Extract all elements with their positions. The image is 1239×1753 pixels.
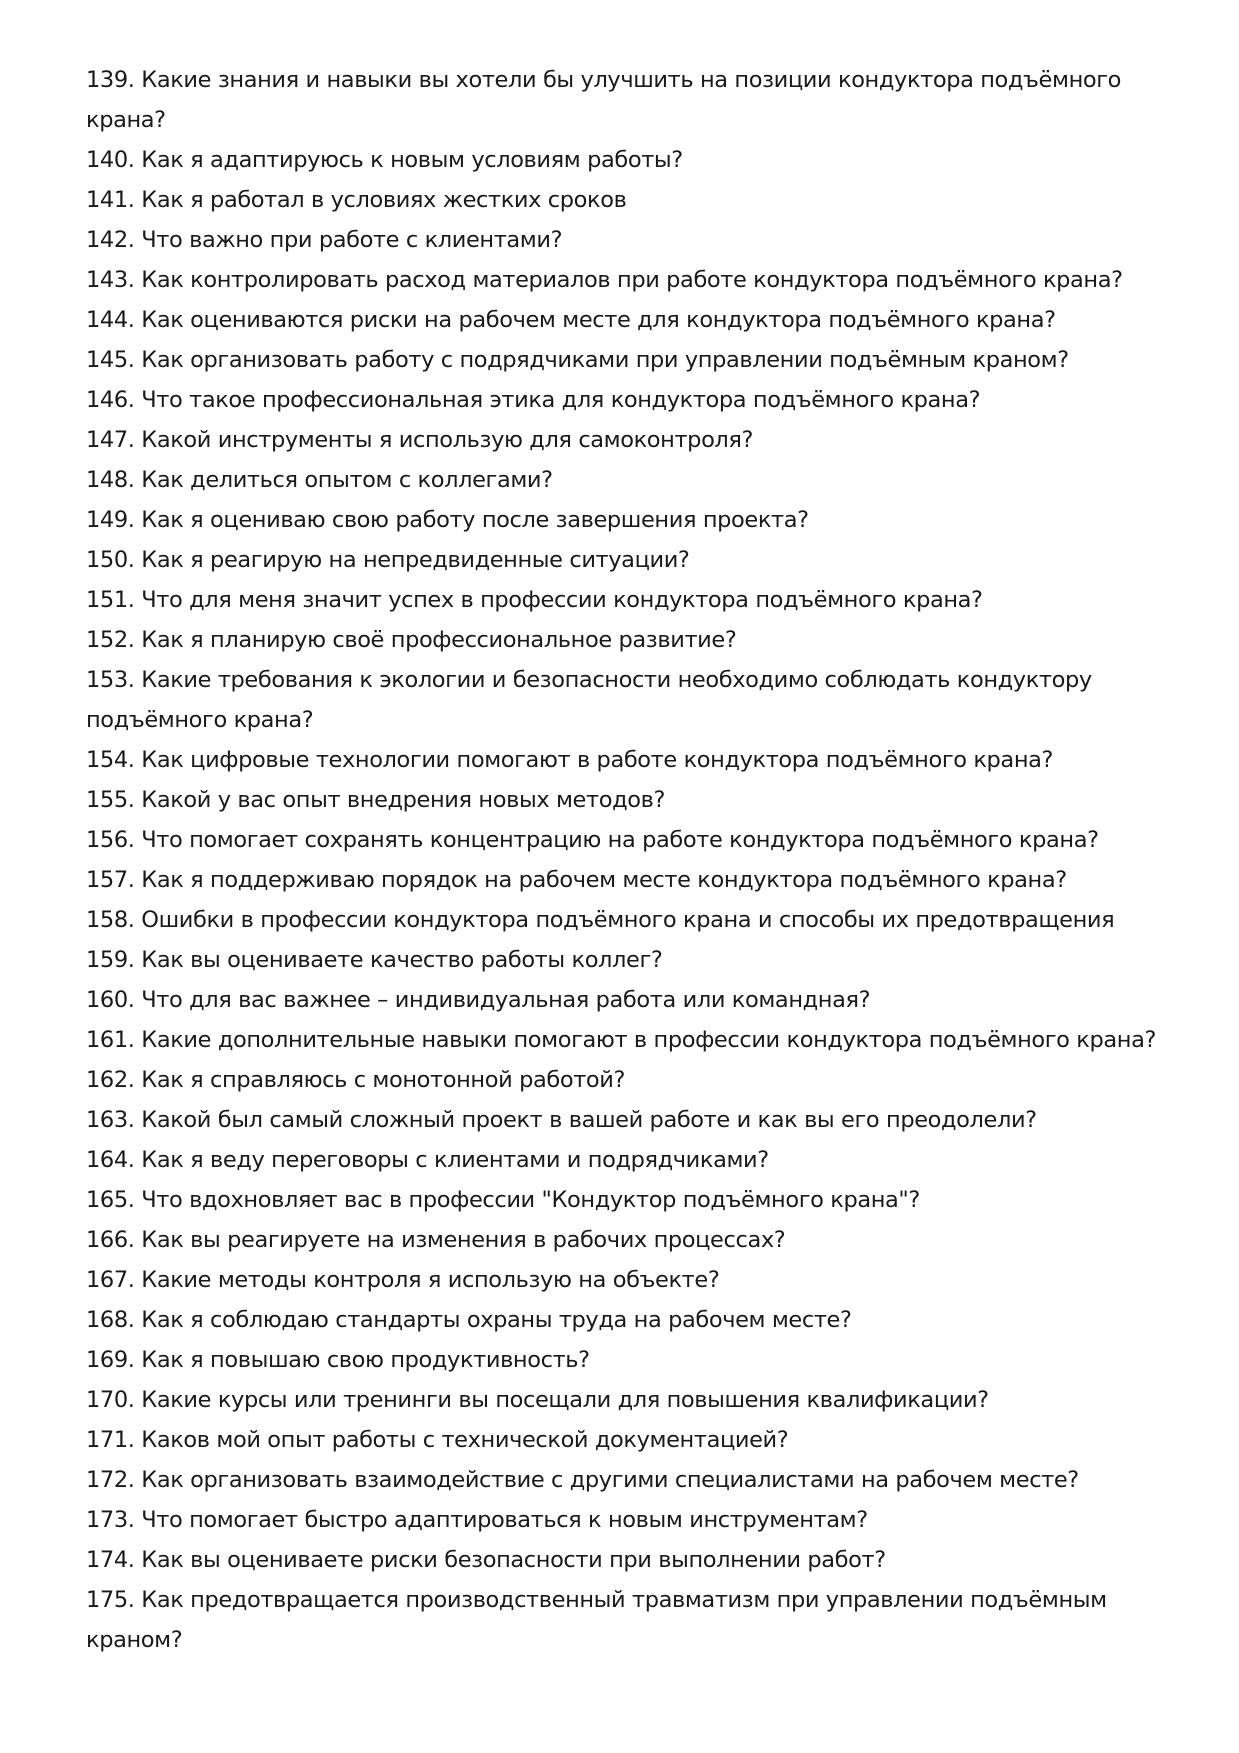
question-number: 147. bbox=[86, 427, 135, 453]
question-number: 161. bbox=[86, 1027, 135, 1053]
question-text: Какие знания и навыки вы хотели бы улучшить на позиции кондуктора подъёмного крана? bbox=[86, 67, 1122, 133]
question-item bbox=[86, 300, 1176, 340]
question-text: Что вдохновляет вас в профессии "Кондуктор подъёмного крана"? bbox=[141, 1187, 920, 1213]
question-number: 149. bbox=[86, 507, 135, 533]
question-text: Как я справляюсь с монотонной работой? bbox=[141, 1067, 626, 1093]
question-number: 163. bbox=[86, 1107, 135, 1133]
question-number: 145. bbox=[86, 347, 135, 373]
question-number: 139. bbox=[86, 67, 135, 93]
question-number: 159. bbox=[86, 947, 135, 973]
question-item bbox=[86, 900, 1176, 940]
question-number: 175. bbox=[86, 1587, 135, 1613]
question-item bbox=[86, 60, 1176, 140]
document-page bbox=[86, 60, 1176, 1660]
question-item bbox=[86, 1540, 1176, 1580]
question-text: Как предотвращается производственный травматизм при управлении подъёмным краном? bbox=[86, 1587, 1107, 1653]
question-text: Как я адаптируюсь к новым условиям работы? bbox=[141, 147, 683, 173]
question-number: 153. bbox=[86, 667, 135, 693]
question-text: Каков мой опыт работы с технической документацией? bbox=[141, 1427, 789, 1453]
question-number: 169. bbox=[86, 1347, 135, 1373]
question-text: Как организовать взаимодействие с другими специалистами на рабочем месте? bbox=[141, 1467, 1079, 1493]
question-number: 168. bbox=[86, 1307, 135, 1333]
question-number: 152. bbox=[86, 627, 135, 653]
question-item bbox=[86, 1180, 1176, 1220]
question-item bbox=[86, 660, 1176, 740]
question-text: Как цифровые технологии помогают в работе кондуктора подъёмного крана? bbox=[141, 747, 1054, 773]
question-item bbox=[86, 940, 1176, 980]
question-number: 170. bbox=[86, 1387, 135, 1413]
question-text: Что помогает сохранять концентрацию на работе кондуктора подъёмного крана? bbox=[141, 827, 1099, 853]
question-item bbox=[86, 140, 1176, 180]
question-number: 144. bbox=[86, 307, 135, 333]
question-text: Как вы оцениваете качество работы коллег? bbox=[141, 947, 663, 973]
question-text: Как делиться опытом с коллегами? bbox=[141, 467, 553, 493]
question-number: 154. bbox=[86, 747, 135, 773]
question-text: Какие методы контроля я использую на объекте? bbox=[141, 1267, 720, 1293]
question-number: 160. bbox=[86, 987, 135, 1013]
question-text: Как я веду переговоры с клиентами и подрядчиками? bbox=[141, 1147, 769, 1173]
question-number: 151. bbox=[86, 587, 135, 613]
question-text: Какие дополнительные навыки помогают в профессии кондуктора подъёмного крана? bbox=[141, 1027, 1157, 1053]
question-item bbox=[86, 1260, 1176, 1300]
question-text: Что для меня значит успех в профессии кондуктора подъёмного крана? bbox=[141, 587, 983, 613]
question-item bbox=[86, 620, 1176, 660]
question-item bbox=[86, 1500, 1176, 1540]
question-item bbox=[86, 460, 1176, 500]
question-item bbox=[86, 220, 1176, 260]
question-item bbox=[86, 1020, 1176, 1060]
question-item bbox=[86, 820, 1176, 860]
question-list bbox=[86, 60, 1176, 1660]
question-number: 164. bbox=[86, 1147, 135, 1173]
question-text: Как я реагирую на непредвиденные ситуации? bbox=[141, 547, 690, 573]
question-item bbox=[86, 260, 1176, 300]
question-number: 143. bbox=[86, 267, 135, 293]
question-item bbox=[86, 1220, 1176, 1260]
question-item bbox=[86, 1300, 1176, 1340]
question-number: 173. bbox=[86, 1507, 135, 1533]
question-text: Как я оцениваю свою работу после завершения проекта? bbox=[141, 507, 809, 533]
question-text: Как оцениваются риски на рабочем месте для кондуктора подъёмного крана? bbox=[141, 307, 1056, 333]
question-number: 172. bbox=[86, 1467, 135, 1493]
question-number: 150. bbox=[86, 547, 135, 573]
question-number: 174. bbox=[86, 1547, 135, 1573]
question-item bbox=[86, 780, 1176, 820]
question-item bbox=[86, 980, 1176, 1020]
question-text: Как контролировать расход материалов при работе кондуктора подъёмного крана? bbox=[141, 267, 1123, 293]
question-number: 141. bbox=[86, 187, 135, 213]
question-text: Как организовать работу с подрядчиками при управлении подъёмным краном? bbox=[141, 347, 1069, 373]
question-text: Какой у вас опыт внедрения новых методов? bbox=[141, 787, 665, 813]
question-text: Как вы оцениваете риски безопасности при выполнении работ? bbox=[141, 1547, 886, 1573]
question-text: Что важно при работе с клиентами? bbox=[141, 227, 563, 253]
question-text: Как я планирую своё профессиональное развитие? bbox=[141, 627, 737, 653]
question-number: 167. bbox=[86, 1267, 135, 1293]
question-number: 158. bbox=[86, 907, 135, 933]
question-number: 165. bbox=[86, 1187, 135, 1213]
question-text: Как я повышаю свою продуктивность? bbox=[141, 1347, 590, 1373]
question-text: Что такое профессиональная этика для кондуктора подъёмного крана? bbox=[141, 387, 981, 413]
question-item bbox=[86, 740, 1176, 780]
question-item bbox=[86, 1380, 1176, 1420]
question-item bbox=[86, 1580, 1176, 1660]
question-item bbox=[86, 580, 1176, 620]
question-item bbox=[86, 860, 1176, 900]
question-number: 146. bbox=[86, 387, 135, 413]
question-text: Какой был самый сложный проект в вашей работе и как вы его преодолели? bbox=[141, 1107, 1037, 1133]
question-number: 155. bbox=[86, 787, 135, 813]
question-item bbox=[86, 380, 1176, 420]
question-number: 148. bbox=[86, 467, 135, 493]
question-text: Как вы реагируете на изменения в рабочих процессах? bbox=[141, 1227, 786, 1253]
question-text: Что для вас важнее – индивидуальная работа или командная? bbox=[141, 987, 871, 1013]
question-text: Ошибки в профессии кондуктора подъёмного крана и способы их предотвращения bbox=[141, 907, 1115, 933]
question-text: Что помогает быстро адаптироваться к новым инструментам? bbox=[141, 1507, 868, 1533]
question-item bbox=[86, 1100, 1176, 1140]
question-text: Какие курсы или тренинги вы посещали для повышения квалификации? bbox=[141, 1387, 989, 1413]
question-number: 140. bbox=[86, 147, 135, 173]
question-text: Какие требования к экологии и безопасности необходимо соблюдать кондуктору подъёмного крана? bbox=[86, 667, 1092, 733]
question-item bbox=[86, 540, 1176, 580]
question-item bbox=[86, 1420, 1176, 1460]
question-text: Какой инструменты я использую для самоконтроля? bbox=[141, 427, 754, 453]
question-number: 142. bbox=[86, 227, 135, 253]
question-text: Как я поддерживаю порядок на рабочем месте кондуктора подъёмного крана? bbox=[141, 867, 1067, 893]
question-number: 156. bbox=[86, 827, 135, 853]
question-item bbox=[86, 1060, 1176, 1100]
question-number: 162. bbox=[86, 1067, 135, 1093]
question-text: Как я соблюдаю стандарты охраны труда на рабочем месте? bbox=[141, 1307, 852, 1333]
question-item bbox=[86, 420, 1176, 460]
question-number: 166. bbox=[86, 1227, 135, 1253]
question-item bbox=[86, 180, 1176, 220]
question-number: 171. bbox=[86, 1427, 135, 1453]
question-item bbox=[86, 340, 1176, 380]
question-text: Как я работал в условиях жестких сроков bbox=[141, 187, 627, 213]
question-item bbox=[86, 1140, 1176, 1180]
question-number: 157. bbox=[86, 867, 135, 893]
question-item bbox=[86, 1340, 1176, 1380]
question-item bbox=[86, 500, 1176, 540]
question-item bbox=[86, 1460, 1176, 1500]
